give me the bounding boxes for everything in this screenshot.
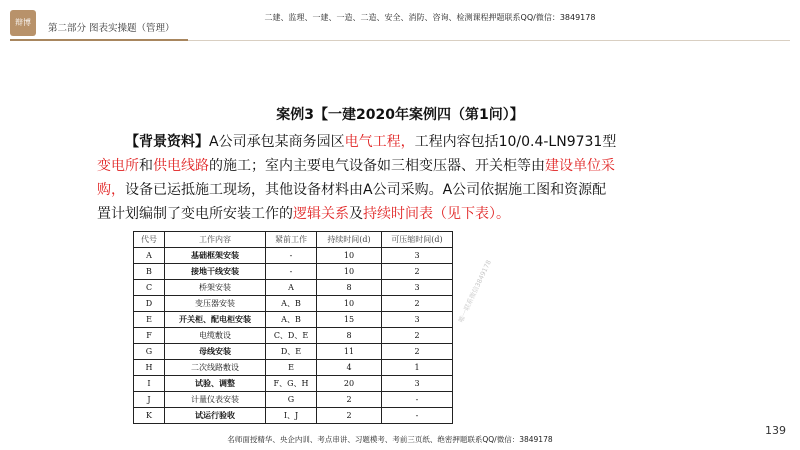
cell-work: 电缆敷设 (165, 328, 266, 344)
cell-compressible: 3 (382, 312, 453, 328)
cell-duration: 2 (317, 392, 382, 408)
text-segment: 置计划编制了变电所安装工作的 (97, 206, 293, 222)
text-segment: 设备已运抵施工现场，其他设备材料由A公司采购。A公司依据施工图和资源配 (125, 182, 607, 198)
cell-code: E (134, 312, 165, 328)
cell-code: C (134, 280, 165, 296)
cell-predecessor: A (266, 280, 317, 296)
table-body (134, 248, 453, 424)
cell-duration: 4 (317, 360, 382, 376)
cell-predecessor: I、J (266, 408, 317, 424)
bottom-banner: 名师面授精华、央企内训、考点串讲、习题模考、考前三页纸、绝密押题联系QQ/微信：3849178 (227, 435, 553, 444)
col-header-duration: 持续时间(d) (317, 232, 382, 248)
paragraph-line-4 (97, 202, 697, 226)
cell-predecessor: - (266, 264, 317, 280)
cell-work: 计量仪表安装 (165, 392, 266, 408)
table-row (134, 360, 453, 376)
cell-compressible: 2 (382, 264, 453, 280)
cell-work: 桥架安装 (165, 280, 266, 296)
cell-work: 开关柜、配电柜安装 (165, 312, 266, 328)
text-segment: 电气工程， (344, 134, 415, 150)
text-segment: 变电所 (97, 158, 139, 174)
col-header-compressible: 可压缩时间(d) (382, 232, 453, 248)
text-segment: 【背景资料】 (125, 134, 209, 150)
cell-duration: 2 (317, 408, 382, 424)
header-accent-line (10, 39, 188, 41)
cell-work: 试运行验收 (165, 408, 266, 424)
text-segment: 逻辑关系 (293, 206, 349, 222)
text-segment: A公司承包某商务园区 (209, 134, 345, 150)
cell-code: G (134, 344, 165, 360)
cell-compressible: - (382, 392, 453, 408)
logo: 辩博 (10, 10, 36, 36)
cell-duration: 10 (317, 264, 382, 280)
cell-work: 接地干线安装 (165, 264, 266, 280)
col-header-predecessor: 紧前工作 (266, 232, 317, 248)
cell-predecessor: C、D、E (266, 328, 317, 344)
cell-predecessor: F、G、H (266, 376, 317, 392)
paragraph-line-1 (97, 130, 697, 154)
cell-work: 二次线路敷设 (165, 360, 266, 376)
cell-duration: 20 (317, 376, 382, 392)
text-segment: 工程内容包括10/0.4-LN9731型 (414, 134, 617, 150)
cell-compressible: 2 (382, 344, 453, 360)
paragraph-line-3 (97, 178, 697, 202)
cell-duration: 15 (317, 312, 382, 328)
cell-code: K (134, 408, 165, 424)
cell-code: B (134, 264, 165, 280)
cell-code: F (134, 328, 165, 344)
cell-predecessor: G (266, 392, 317, 408)
col-header-code: 代号 (134, 232, 165, 248)
text-segment: 和 (139, 158, 153, 174)
case-title: 案例3【一建2020年案例四（第1问）】 (276, 107, 524, 123)
page-number: 139 (765, 424, 786, 437)
paragraph-line-2 (97, 154, 697, 178)
task-table (133, 231, 453, 424)
table-row (134, 328, 453, 344)
table-row (134, 312, 453, 328)
cell-duration: 10 (317, 248, 382, 264)
cell-duration: 11 (317, 344, 382, 360)
col-header-work: 工作内容 (165, 232, 266, 248)
cell-predecessor: D、E (266, 344, 317, 360)
cell-work: 母线安装 (165, 344, 266, 360)
watermark: 唯一联系微信3849178 (456, 258, 493, 324)
text-segment: 持续时间表（见下表）。 (363, 206, 510, 222)
cell-code: I (134, 376, 165, 392)
text-segment: 的施工；室内主要电气设备如三相变压器、开关柜等由 (209, 158, 545, 174)
text-segment: 建设单位采 (545, 158, 615, 174)
background-paragraph (97, 130, 697, 226)
cell-work: 变压器安装 (165, 296, 266, 312)
cell-predecessor: A、B (266, 312, 317, 328)
table-header-row (134, 232, 453, 248)
table-row (134, 280, 453, 296)
text-segment: 供电线路 (153, 158, 209, 174)
cell-code: J (134, 392, 165, 408)
table-row (134, 264, 453, 280)
cell-duration: 8 (317, 280, 382, 296)
cell-work: 基础框架安装 (165, 248, 266, 264)
cell-compressible: - (382, 408, 453, 424)
top-banner: 二建、监理、一建、一造、二造、安全、消防、咨询、检测课程押题联系QQ/微信：3849178 (264, 13, 596, 22)
table-row (134, 296, 453, 312)
cell-compressible: 3 (382, 248, 453, 264)
cell-duration: 10 (317, 296, 382, 312)
cell-code: H (134, 360, 165, 376)
section-title: 第二部分 图表实操题（管理） (48, 23, 175, 34)
cell-predecessor: - (266, 248, 317, 264)
text-segment: 购， (97, 182, 125, 198)
table-row (134, 392, 453, 408)
cell-code: A (134, 248, 165, 264)
cell-compressible: 3 (382, 376, 453, 392)
table-row (134, 376, 453, 392)
cell-duration: 8 (317, 328, 382, 344)
cell-compressible: 3 (382, 280, 453, 296)
table-row (134, 248, 453, 264)
cell-compressible: 2 (382, 296, 453, 312)
text-segment: 及 (349, 206, 363, 222)
cell-code: D (134, 296, 165, 312)
table-row (134, 408, 453, 424)
cell-compressible: 1 (382, 360, 453, 376)
cell-compressible: 2 (382, 328, 453, 344)
cell-predecessor: A、B (266, 296, 317, 312)
table-row (134, 344, 453, 360)
cell-predecessor: E (266, 360, 317, 376)
cell-work: 试验、调整 (165, 376, 266, 392)
header-divider (188, 40, 790, 41)
